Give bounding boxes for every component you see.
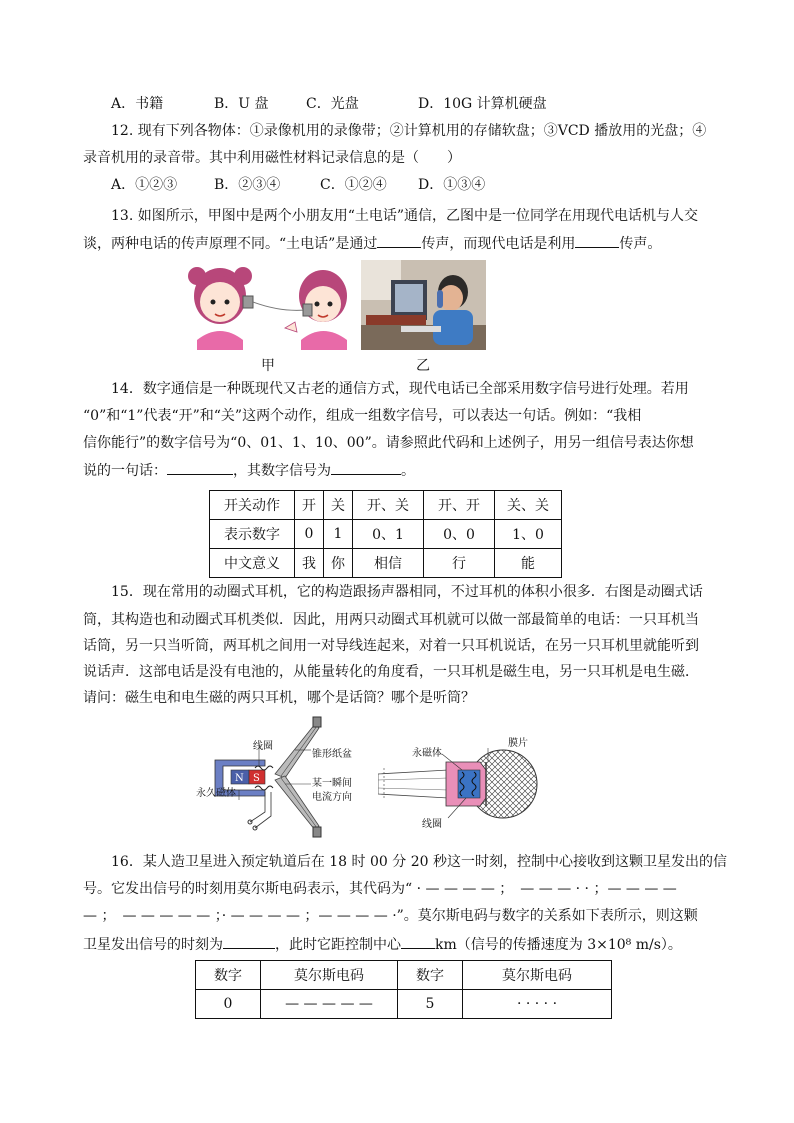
q14-line1: 14．数字通信是一种既现代又古老的通信方式，现代电话已全部采用数字信号进行处理。若用 bbox=[111, 381, 689, 397]
table-row bbox=[196, 990, 612, 1019]
q14-text-c: 。 bbox=[401, 463, 415, 479]
table-cell: 0、0 bbox=[424, 520, 495, 549]
speaker-label-current-2: 电流方向 bbox=[312, 792, 352, 803]
q16-text-c: km（信号的传播速度为 3×10⁸ m/s）。 bbox=[435, 937, 682, 953]
q14-text-b: ，其数字信号为 bbox=[233, 463, 331, 479]
table-cell: 开关动作 bbox=[210, 491, 295, 520]
q15-line5: 请问：磁生电和电生磁的两只耳机，哪个是话筒？哪个是听筒？ bbox=[83, 690, 475, 706]
tin-can-phone-illustration bbox=[185, 262, 355, 352]
speaker-pole-s: S bbox=[253, 773, 260, 784]
table-cell: 开、开 bbox=[424, 491, 495, 520]
table-cell: 莫尔斯电码 bbox=[463, 961, 612, 990]
q16-line4 bbox=[83, 934, 682, 955]
q14-blank-1[interactable] bbox=[167, 460, 233, 475]
speaker-label-coil: 线圈 bbox=[253, 741, 273, 752]
q12-option-a: A．①②③ bbox=[111, 177, 178, 193]
table-row bbox=[210, 491, 562, 520]
q12-option-b: B．②③④ bbox=[214, 177, 281, 193]
table-cell: 相信 bbox=[353, 549, 424, 578]
q13-line1: 13. 如图所示，甲图中是两个小朋友用“土电话”通信，乙图中是一位同学在用现代电话机与人交 bbox=[111, 208, 699, 224]
q16-text-a: 卫星发出信号的时刻为 bbox=[83, 937, 223, 953]
table-row bbox=[196, 961, 612, 990]
q16-line2: 号。它发出信号的时刻用莫尔斯电码表示，其代码为“ · — — — — ； — — — · · ；— — — — bbox=[83, 881, 677, 897]
q13-text-c: 传声。 bbox=[619, 236, 662, 252]
q13-caption-a: 甲 bbox=[261, 358, 275, 374]
table-cell: 数字 bbox=[398, 961, 463, 990]
q12-line1: 12. 现有下列各物体：①录像机用的录像带；②计算机用的存储软盘；③VCD 播放用的光盘；④ bbox=[111, 123, 707, 139]
q15-line4: 说话声．这部电话是没有电池的，从能量转化的角度看，一只耳机是磁生电，另一只耳机是电生磁． bbox=[83, 664, 699, 680]
q11-option-b: B．U 盘 bbox=[214, 96, 269, 112]
q16-line3: — ； — — — — — ；· — — — — ；— — — — ·”。莫尔斯电码与数字的关系如下表所示，则这颗 bbox=[83, 908, 698, 924]
table-cell: · · · · · bbox=[463, 990, 612, 1019]
table-cell: 关 bbox=[324, 491, 353, 520]
speaker-label-current-1: 某一瞬间 bbox=[312, 778, 352, 789]
speaker-pole-n: N bbox=[235, 773, 244, 784]
table-cell: 开 bbox=[295, 491, 324, 520]
q13-line2 bbox=[83, 233, 661, 254]
table-cell: 数字 bbox=[196, 961, 261, 990]
speaker-label-magnet: 永久磁体 bbox=[196, 788, 236, 799]
speaker-label-cone: 锥形纸盆 bbox=[312, 749, 352, 760]
table-cell: 能 bbox=[495, 549, 562, 578]
table-cell: 0、1 bbox=[353, 520, 424, 549]
q12-option-d: D．①③④ bbox=[418, 177, 486, 193]
q13-blank-2[interactable] bbox=[575, 233, 619, 248]
q14-text-a: 说的一句话： bbox=[83, 463, 167, 479]
q15-line1: 15．现在常用的动圈式耳机，它的构造跟扬声器相同，不过耳机的体积小很多．右图是动圈式话 bbox=[111, 584, 703, 600]
q14-switch-table bbox=[209, 490, 562, 578]
table-cell: 我 bbox=[295, 549, 324, 578]
q13-text-b: 传声，而现代电话是利用 bbox=[421, 236, 576, 252]
table-cell: 你 bbox=[324, 549, 353, 578]
table-cell: 1 bbox=[324, 520, 353, 549]
mic-label-diaphragm: 膜片 bbox=[508, 738, 528, 749]
table-cell: 0 bbox=[196, 990, 261, 1019]
table-cell: 中文意义 bbox=[210, 549, 295, 578]
q14-line4 bbox=[83, 460, 415, 481]
table-cell: 表示数字 bbox=[210, 520, 295, 549]
q13-blank-1[interactable] bbox=[377, 233, 421, 248]
table-row bbox=[210, 549, 562, 578]
table-cell: 莫尔斯电码 bbox=[261, 961, 398, 990]
q12-option-c: C．①②④ bbox=[320, 177, 387, 193]
q16-blank-1[interactable] bbox=[223, 934, 275, 949]
q13-caption-b: 乙 bbox=[416, 358, 430, 374]
q11-option-d: D．10G 计算机硬盘 bbox=[418, 96, 547, 112]
q11-option-a: A．书籍 bbox=[111, 96, 164, 112]
q15-line2: 筒，其构造也和动圈式耳机类似．因此，用两只动圈式耳机就可以做一部最简单的电话：一只耳机当 bbox=[83, 612, 699, 628]
microphone-structure-diagram bbox=[378, 740, 543, 830]
q12-line2: 录音机用的录音带。其中利用磁性材料记录信息的是（ ） bbox=[83, 150, 461, 166]
table-cell: 5 bbox=[398, 990, 463, 1019]
table-cell: 0 bbox=[295, 520, 324, 549]
mic-label-coil: 线圈 bbox=[422, 819, 442, 830]
q14-blank-2[interactable] bbox=[331, 460, 401, 475]
table-row bbox=[210, 520, 562, 549]
q13-text-a: 谈，两种电话的传声原理不同。“土电话”是通过 bbox=[83, 236, 378, 252]
table-cell: 开、关 bbox=[353, 491, 424, 520]
q16-morse-table bbox=[195, 960, 612, 1019]
table-cell: 1、0 bbox=[495, 520, 562, 549]
modern-telephone-photo bbox=[361, 260, 486, 350]
q14-line2: “0”和“1”代表“开”和“关”这两个动作，组成一组数字信号，可以表达一句话。例如：“我相 bbox=[83, 408, 642, 424]
q15-line3: 话筒，另一只当听筒，两耳机之间用一对导线连起来，对着一只耳机说话，在另一只耳机里就能听到 bbox=[83, 638, 699, 654]
q16-line1: 16．某人造卫星进入预定轨道后在 18 时 00 分 20 秒这一时刻，控制中心接收到这颗卫星发出的信 bbox=[111, 854, 727, 870]
table-cell: — — — — — bbox=[261, 990, 398, 1019]
table-cell: 关、关 bbox=[495, 491, 562, 520]
q14-line3: 信你能行”的数字信号为“0、01、1、10、00”。请参照此代码和上述例子，用另一组信号表达你想 bbox=[83, 435, 694, 451]
q16-text-b: ，此时它距控制中心 bbox=[275, 937, 401, 953]
mic-label-magnet: 永磁体 bbox=[412, 748, 442, 759]
q16-blank-2[interactable] bbox=[401, 934, 435, 949]
q11-option-c: C．光盘 bbox=[306, 96, 359, 112]
table-cell: 行 bbox=[424, 549, 495, 578]
